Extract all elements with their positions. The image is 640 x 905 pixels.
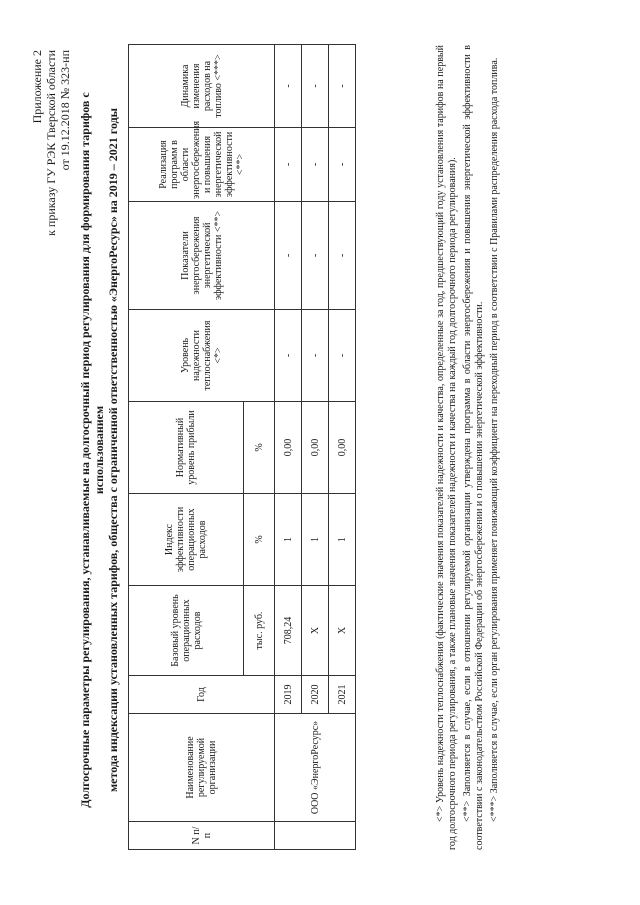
cell-energy-saving: - [302,202,329,310]
parameters-table [128,44,356,850]
header-efficiency-index: Индекс эффективности операционных расходов [129,494,244,586]
footnote-energy-saving: <**> Заполняется в случае, если в отношении регулируемой организации утверждена программа в области энергосбережения и повышения энергетической эффективности в соответствии с законодательством Российской Федерации об энергосбережении и о повышении энергетической эффективности. [462,45,485,850]
cell-program: - [302,128,329,202]
footnote-reliability: <*> Уровень надежности теплоснабжения (фактические значения показателей надежности и качества, определенные за год, предшествующий году установления тарифов на первый год долгосрочного периода регулирования, а также плановые значения показателей надежности и качества на каждый год долгосрочного периода регулирования). [435,45,458,850]
cell-program: - [275,128,302,202]
header-energy-saving: Показатели энергосбережения энергетической эффективности <**> [129,202,275,310]
unit-base-costs: тыс. руб. [244,586,275,676]
document-page [10,10,630,890]
appendix-number: Приложение 2 [30,50,44,124]
header-fuel-dynamics: Динамика изменения расходов на топливо <***> [129,45,275,128]
cell-fuel-dynamics: - [275,45,302,128]
cell-efficiency-index: 1 [302,494,329,586]
table-header-row [129,45,244,850]
table-row [275,45,302,850]
footnotes [435,45,504,850]
header-program: Реализация программ в области энергосбережения и повышения энергетической эффективности <**> [129,128,275,202]
header-num: N п/п [129,822,275,850]
cell-reliability: - [329,310,356,402]
cell-energy-saving: - [275,202,302,310]
cell-efficiency-index: 1 [275,494,302,586]
footnote-fuel: <***> Заполняется в случае, если орган регулирования применяет понижающий коэффициент на переходный период в соответствии с Правилами распределения расхода топлива. [489,57,500,822]
cell-base-costs: 708,24 [275,586,302,676]
title-line-2: метода индексации установленных тарифов, общества с ограниченной ответственностью «ЭнергоРесурс» на 2019 – 2021 годы [106,107,120,793]
cell-fuel-dynamics: - [302,45,329,128]
cell-fuel-dynamics: - [329,45,356,128]
header-profit-level: Нормативный уровень прибыли [129,402,244,494]
header-base-costs: Базовый уровень операционных расходов [129,586,244,676]
cell-energy-saving: - [329,202,356,310]
cell-profit-level: 0,00 [302,402,329,494]
cell-num [275,822,356,850]
unit-profit-level: % [244,402,275,494]
cell-efficiency-index: 1 [329,494,356,586]
appendix-order: к приказу ГУ РЭК Тверской области [44,50,58,236]
cell-program: - [329,128,356,202]
cell-reliability: - [302,310,329,402]
title-line-1: Долгосрочные параметры регулирования, устанавливаемые на долгосрочный период регулирования для формирования тарифов с использованием [78,92,106,808]
cell-reliability: - [275,310,302,402]
cell-year: 2021 [329,676,356,714]
header-reliability: Уровень надежности теплоснабжения <*> [129,310,275,402]
document-title [78,50,120,850]
appendix-date: от 19.12.2018 № 323-нп [58,50,72,171]
cell-year: 2020 [302,676,329,714]
unit-efficiency-index: % [244,494,275,586]
cell-organization: ООО «ЭнергоРесурс» [275,714,356,822]
cell-base-costs: Х [302,586,329,676]
cell-profit-level: 0,00 [275,402,302,494]
cell-year: 2019 [275,676,302,714]
appendix-header [30,50,72,370]
cell-profit-level: 0,00 [329,402,356,494]
header-organization: Наименование регулируемой организации [129,714,275,822]
cell-base-costs: Х [329,586,356,676]
header-year: Год [129,676,275,714]
